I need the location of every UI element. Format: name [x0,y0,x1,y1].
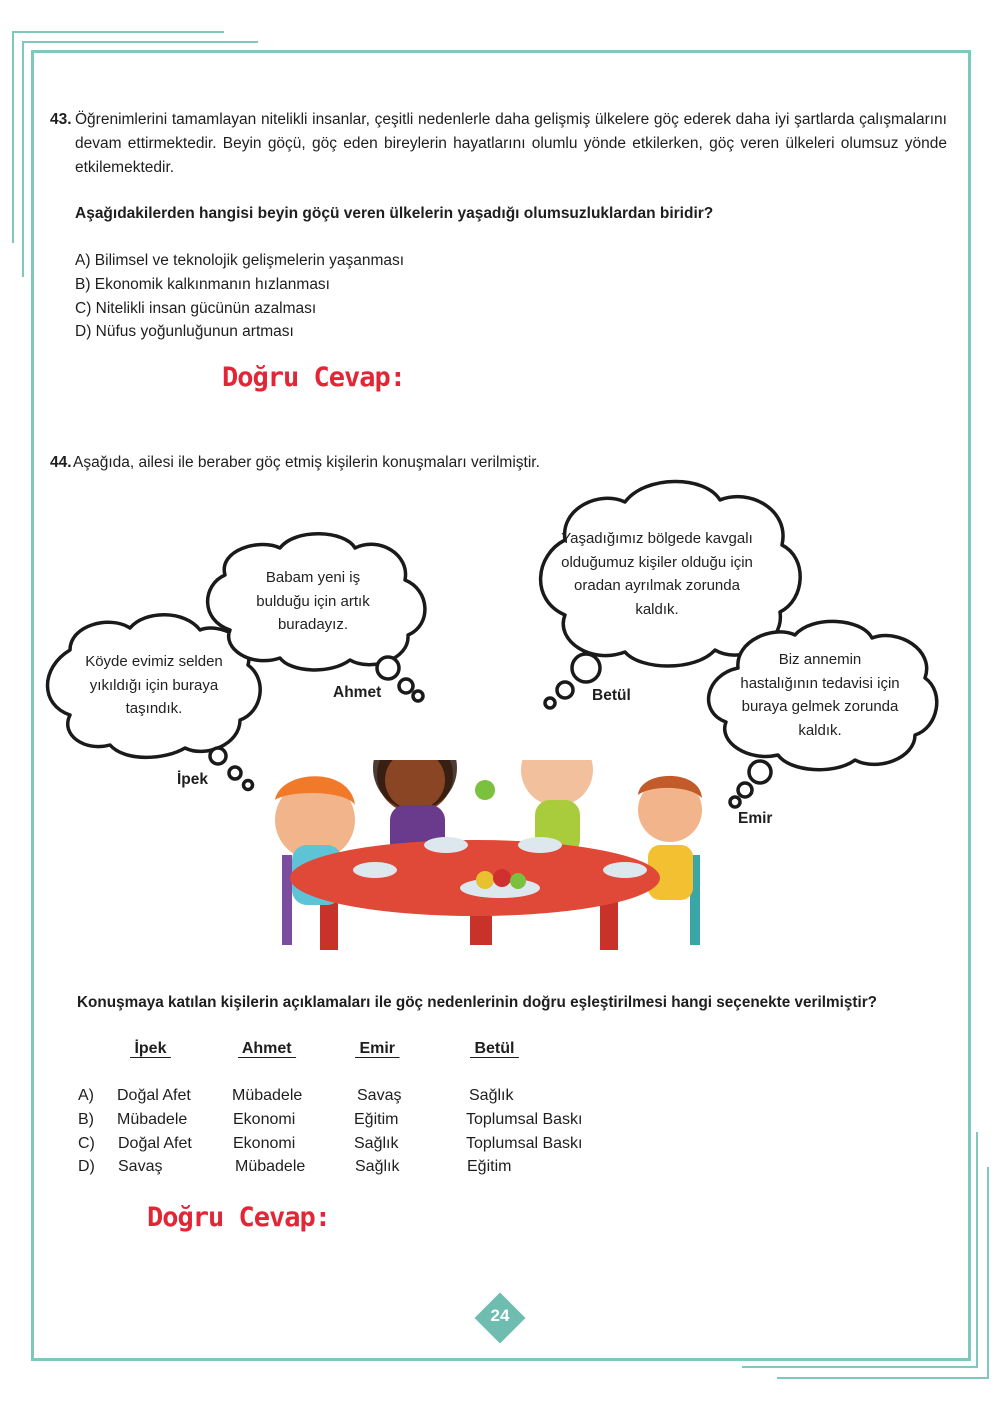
cell-ahmet: Mübadele [232,1087,303,1104]
q44-number: 44. [50,454,72,471]
ipek-speech: Köyde evimiz selden yıkıldığı için buraya taşındık. [85,653,223,717]
q43-option-c[interactable]: C) Nitelikli insan gücünün azalması [75,300,317,317]
emir-thought-dot-2 [738,783,752,797]
q43-option-d[interactable]: D) Nüfus yoğunluğunun artması [75,323,294,340]
betul-name: Betül [592,687,631,704]
cell-betul: Eğitim [467,1158,512,1175]
cell-ahmet: Ekonomi [233,1135,296,1152]
cell-ipek: Doğal Afet [117,1087,191,1104]
q43-option-a[interactable]: A) Bilimsel ve teknolojik gelişmelerin yaşanması [75,252,405,269]
cell-betul: Toplumsal Baskı [466,1135,583,1152]
cell-emir: Sağlık [355,1158,400,1175]
emir-thought-dot-1 [749,761,771,783]
header-emir: Emir [355,1040,400,1057]
q44-intro: Aşağıda, ailesi ile beraber göç etmiş kişilerin konuşmaları verilmiştir. [73,454,540,471]
ahmet-name: Ahmet [333,684,382,701]
cell-ahmet: Ekonomi [233,1111,296,1128]
cell-emir: Eğitim [354,1111,399,1128]
ahmet-thought-dot-2 [399,679,413,693]
page-number: 24 [490,1306,510,1325]
option-letter: B) [78,1111,94,1128]
cell-ipek: Savaş [118,1158,163,1175]
betul-thought-dot-3 [545,698,555,708]
betul-thought-dot-2 [557,682,573,698]
emir-thought-dot-3 [730,797,740,807]
cell-ahmet: Mübadele [235,1158,306,1175]
q43-question: Aşağıdakilerden hangisi beyin göçü veren ülkelerin yaşadığı olumsuzluklardan biridir? [75,205,714,222]
cell-betul: Toplumsal Baskı [466,1111,583,1128]
q44-answer-label: Doğru Cevap: [147,1202,331,1233]
cell-betul: Sağlık [469,1087,514,1104]
option-letter: A) [78,1087,94,1104]
q44-question: Konuşmaya katılan kişilerin açıklamaları ile göç nedenlerinin doğru eşleştirilmesi hangi seçenekte verilmiştir? [77,994,878,1011]
ipek-name: İpek [177,771,209,788]
betul-speech: Yaşadığımız bölgede kavgalı olduğumuz kişiler olduğu için oradan ayrılmak zorunda kaldık. [561,530,753,618]
q43-paragraph: Öğrenimlerini tamamlayan nitelikli insanlar, çeşitli nedenlerle daha gelişmiş ülkelere göç ederek daha iyi şartlarda çalışmalarını devam ettirmektedir. Beyin göçü, göç eden bireylerin hayatlarını olumlu yönde etkilerken, göç veren ülkeleri olumsuz yönde etkilemektedir. [75,111,947,176]
cell-ipek: Doğal Afet [118,1135,192,1152]
children-at-table-illustration [230,760,730,960]
header-ahmet: Ahmet [238,1040,297,1057]
ahmet-thought-dot-1 [377,657,399,679]
header-ipek: İpek [130,1040,171,1057]
header-betul: Betül [470,1040,519,1057]
ahmet-speech: Babam yeni iş bulduğu için artık buradayız. [256,569,370,633]
cell-ipek: Mübadele [117,1111,188,1128]
betul-thought-dot-1 [572,654,600,682]
q43-number: 43. [50,111,72,128]
q43-option-b[interactable]: B) Ekonomik kalkınmanın hızlanması [75,276,330,293]
emir-speech: Biz annemin hastalığının tedavisi için buraya gelmek zorunda kaldık. [740,651,900,739]
cell-emir: Savaş [357,1087,402,1104]
option-letter: C) [78,1135,95,1152]
cell-emir: Sağlık [354,1135,399,1152]
ipek-thought-dot-1 [210,748,226,764]
ahmet-thought-dot-3 [413,691,423,701]
option-letter: D) [78,1158,95,1175]
emir-name: Emir [738,810,773,827]
q43-answer-label: Doğru Cevap: [222,362,406,393]
